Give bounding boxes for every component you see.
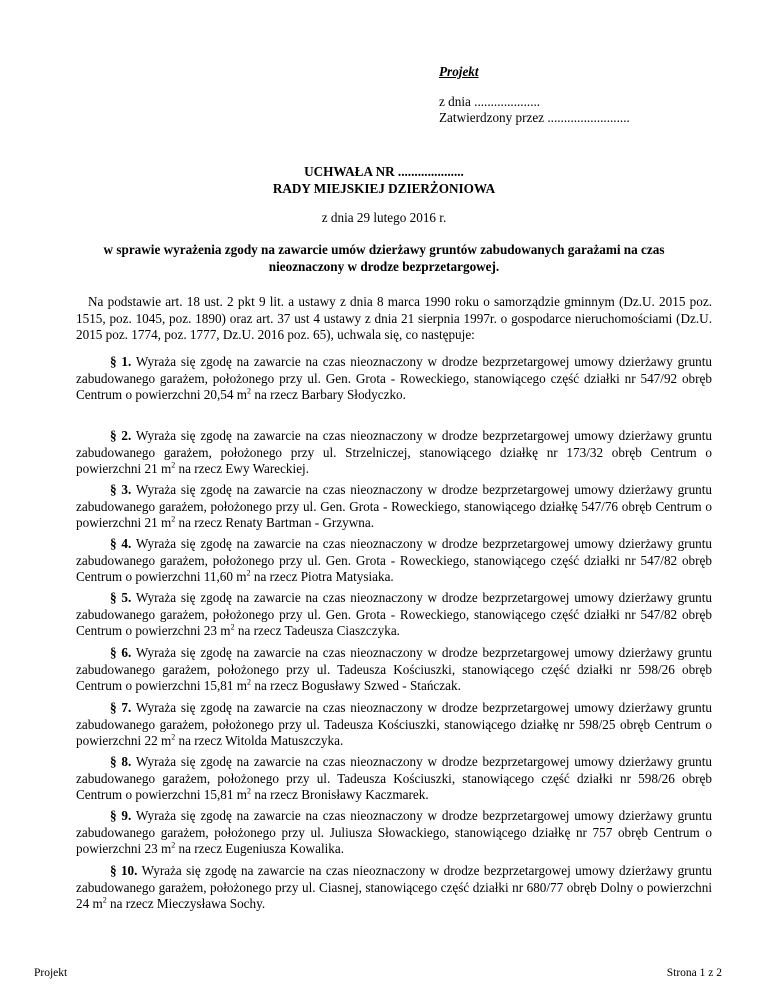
paragraph-sup: 2 [230,622,235,632]
paragraph [76,590,712,640]
paragraph-tail: na rzecz Mieczysława Sochy. [106,896,266,912]
paragraph-tail: na rzecz Tadeusza Ciaszczyka. [234,623,400,639]
paragraph-sup: 2 [102,895,107,905]
paragraph-number: § 10. [110,863,138,878]
paragraph-text: Wyraża się zgodę na zawarcie na czas nieoznaczony w drodze bezprzetargowej umowy dzierżawy gruntu zabudowanego garażem, położonego przy ul. Gen. Grota - Roweckiego, stanowiącego działkę 547/76 obręb Centrum o powierzchni 21 m [76,482,713,531]
projekt-label: Projekt [439,64,479,79]
document-title [0,163,768,197]
paragraph-tail: na rzecz Bronisławy Kaczmarek. [251,787,429,803]
paragraph [76,863,712,913]
paragraph-tail: na rzecz Ewy Wareckiej. [175,461,310,477]
paragraph [76,482,712,532]
header-approved-line: Zatwierdzony przez ......................... [439,110,630,125]
paragraph-sup: 2 [171,514,176,524]
paragraph-tail: na rzecz Witolda Matuszczyka. [175,733,344,749]
paragraph-number: § 3. [110,482,132,497]
paragraph-text: Wyraża się zgodę na zawarcie na czas nieoznaczony w drodze bezprzetargowej umowy dzierżawy gruntu zabudowanego garażem, położonego przy ul. Strzelniczej, stanowiącego działkę nr 173/32 obręb Centrum o powierzchni 21 m [76,428,713,477]
paragraph [76,536,712,586]
paragraph-number: § 4. [110,536,132,551]
paragraph-number: § 6. [110,645,132,660]
paragraph [76,428,712,478]
paragraph-sup: 2 [171,460,176,470]
paragraph-sup: 2 [247,677,252,687]
paragraph-text: Wyraża się zgodę na zawarcie na czas nieoznaczony w drodze bezprzetargowej umowy dzierżawy gruntu zabudowanego garażem, położonego przy ul. Tadeusza Kościuszki, stanowiącego działkę nr 598/25 obręb Centrum o powierzchni 22 m [76,700,713,749]
paragraph-text: Wyraża się zgodę na zawarcie na czas nieoznaczony w drodze bezprzetargowej umowy dzierżawy gruntu zabudowanego garażem, położonego przy ul. Tadeusza Kościuszki, stanowiącego część działki nr 598/26 obręb Centrum o powierzchni 15,81 m [76,645,713,694]
paragraph-sup: 2 [246,568,251,578]
title-line-1: UCHWAŁA NR .................... [304,164,464,179]
paragraph-number: § 1. [110,354,132,369]
paragraph-number: § 7. [110,700,132,715]
footer-label: Projekt [34,967,68,979]
preamble-text: Na podstawie art. 18 ust. 2 pkt 9 lit. a ustawy z dnia 8 marca 1990 roku o samorządzie gminnym (Dz.U. 2015 poz. 1515, poz. 1045, poz. 1890) oraz art. 37 ust 4 ustawy z dnia 21 sierpnia 1997r. o gospodarce nieruchomościami (Dz.U. 2015 poz. 1774, poz. 1777, Dz.U. 2016 poz. 65), uchwala się, co następuje: [76,294,712,343]
paragraph [76,700,712,750]
paragraph-sup: 2 [171,732,176,742]
paragraph-tail: na rzecz Eugeniusza Kowalika. [175,841,345,857]
paragraph-text: Wyraża się zgodę na zawarcie na czas nieoznaczony w drodze bezprzetargowej umowy dzierżawy gruntu zabudowanego garażem, położonego przy ul. Juliusza Słowackiego, stanowiącego działkę nr 757 obręb Centrum o powierzchni 23 m [76,808,713,857]
title-line-2: RADY MIEJSKIEJ DZIERŻONIOWA [272,181,496,196]
document-subject: w sprawie wyrażenia zgody na zawarcie umów dzierżawy gruntów zabudowanych garażami na czas nieoznaczony w drodze bezprzetargowej. [103,242,665,274]
paragraph-sup: 2 [247,786,252,796]
paragraph [76,354,712,404]
paragraph [76,645,712,695]
paragraph [76,754,712,804]
paragraph-text: Wyraża się zgodę na zawarcie na czas nieoznaczony w drodze bezprzetargowej umowy dzierżawy gruntu zabudowanego garażem, położonego przy ul. Gen. Grota - Roweckiego, stanowiącego część działki nr 547/82 obręb Centrum o powierzchni 23 m [76,590,713,639]
paragraph-text: Wyraża się zgodę na zawarcie na czas nieoznaczony w drodze bezprzetargowej umowy dzierżawy gruntu zabudowanego garażem, położonego przy ul. Gen. Grota - Roweckiego, stanowiącego część działki nr 547/82 obręb Centrum o powierzchni 11,60 m [76,536,713,585]
page-number: Strona 1 z 2 [666,967,722,979]
paragraph-sup: 2 [171,840,176,850]
paragraph-number: § 8. [110,754,132,769]
paragraph-number: § 2. [110,428,132,443]
paragraph-tail: na rzecz Bogusławy Szwed - Stańczak. [251,678,461,694]
paragraph-tail: na rzecz Piotra Matysiaka. [250,569,394,585]
paragraph-number: § 5. [110,590,132,605]
paragraph-text: Wyraża się zgodę na zawarcie na czas nieoznaczony w drodze bezprzetargowej umowy dzierżawy gruntu zabudowanego garażem, położonego przy ul. Ciasnej, stanowiącego część działki nr 680/77 obręb Dolny o powierzchni 24 m [76,863,713,912]
header-date-line: z dnia .................... [439,94,541,109]
document-date: z dnia 29 lutego 2016 r. [321,210,447,225]
projekt-header [439,64,630,126]
paragraph-tail: na rzecz Barbary Słodyczko. [251,387,406,403]
paragraph [76,808,712,858]
paragraph-tail: na rzecz Renaty Bartman - Grzywna. [175,515,375,531]
paragraph-sup: 2 [247,386,252,396]
paragraph-text: Wyraża się zgodę na zawarcie na czas nieoznaczony w drodze bezprzetargowej umowy dzierżawy gruntu zabudowanego garażem, położonego przy ul. Tadeusza Kościuszki, stanowiącego część działki nr 598/26 obręb Centrum o powierzchni 15,81 m [76,754,713,803]
paragraph-text: Wyraża się zgodę na zawarcie na czas nieoznaczony w drodze bezprzetargowej umowy dzierżawy gruntu zabudowanego garażem, położonego przy ul. Gen. Grota - Roweckiego, stanowiącego część działki nr 547/92 obręb Centrum o powierzchni 20,54 m [76,354,713,403]
paragraph-number: § 9. [110,808,132,823]
